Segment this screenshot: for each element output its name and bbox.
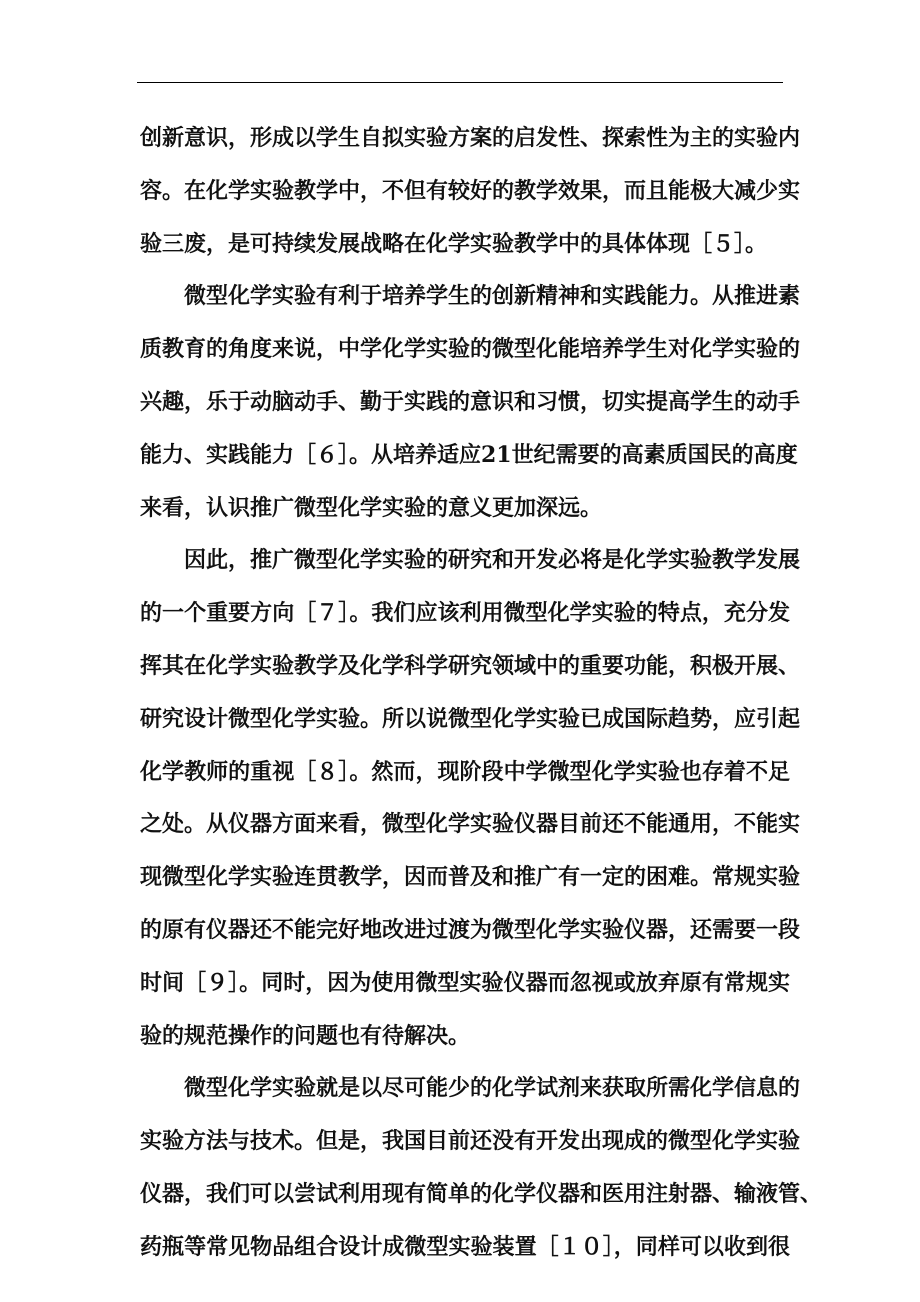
paragraph-1 <box>140 112 801 270</box>
text-line: 质教育的角度来说，中学化学实验的微型化能培养学生对化学实验的 <box>140 336 801 363</box>
text-line: 来看，认识推广微型化学实验的意义更加深远。 <box>140 494 603 521</box>
text-line: 的原有仪器还不能完好地改进过渡为微型化学实验仪器，还需要一段 <box>140 916 801 943</box>
text-line: 兴趣，乐于动脑动手、勤于实践的意识和习惯，切实提高学生的动手 <box>140 388 801 415</box>
text-line: 创新意识，形成以学生自拟实验方案的启发性、探索性为主的实验内 <box>140 125 801 151</box>
text-line: 微型化学实验就是以尽可能少的化学试剂来获取所需化学信息的 <box>184 1075 801 1102</box>
text-line: 因此，推广微型化学实验的研究和开发必将是化学实验教学发展 <box>184 547 801 574</box>
paragraph-2 <box>140 270 801 534</box>
text-line: 挥其在化学实验教学及化学科学研究领域中的重要功能，积极开展、 <box>140 652 801 679</box>
text-line: 验的规范操作的问题也有待解决。 <box>140 1022 471 1049</box>
text-line: 时间［９］。同时，因为使用微型实验仪器而忽视或放弃原有常规实 <box>140 969 790 996</box>
body-text <box>140 112 823 1274</box>
text-line: 验三废，是可持续发展战略在化学实验教学中的具体体现［５］。 <box>140 230 768 257</box>
text-line: 药瓶等常见物品组合设计成微型实验装置［１０］，同样可以收到很 <box>140 1233 790 1260</box>
header-rule <box>137 82 783 83</box>
text-line: 的一个重要方向［７］。我们应该利用微型化学实验的特点，充分发 <box>140 600 790 627</box>
text-line: 实验方法与技术。但是，我国目前还没有开发出现成的微型化学实验 <box>140 1128 801 1155</box>
text-line: 之处。从仪器方面来看，微型化学实验仪器目前还不能通用，不能实 <box>140 811 801 838</box>
text-line: 仪器，我们可以尝试利用现有简单的化学仪器和医用注射器、输液管、 <box>140 1180 823 1207</box>
text-line: 微型化学实验有利于培养学生的创新精神和实践能力。从推进素 <box>184 283 801 310</box>
paragraph-4 <box>140 1062 823 1273</box>
text-line: 能力、实践能力［６］。从培养适应21世纪需要的高素质国民的高度 <box>140 441 798 468</box>
text-line: 化学教师的重视［８］。然而，现阶段中学微型化学实验也存着不足 <box>140 758 790 785</box>
text-line: 容。在化学实验教学中，不但有较好的教学效果，而且能极大减少实 <box>140 177 801 204</box>
text-line: 研究设计微型化学实验。所以说微型化学实验已成国际趋势，应引起 <box>140 705 801 732</box>
text-line: 现微型化学实验连贯教学，因而普及和推广有一定的困难。常规实验 <box>140 864 801 891</box>
paragraph-3 <box>140 534 801 1062</box>
